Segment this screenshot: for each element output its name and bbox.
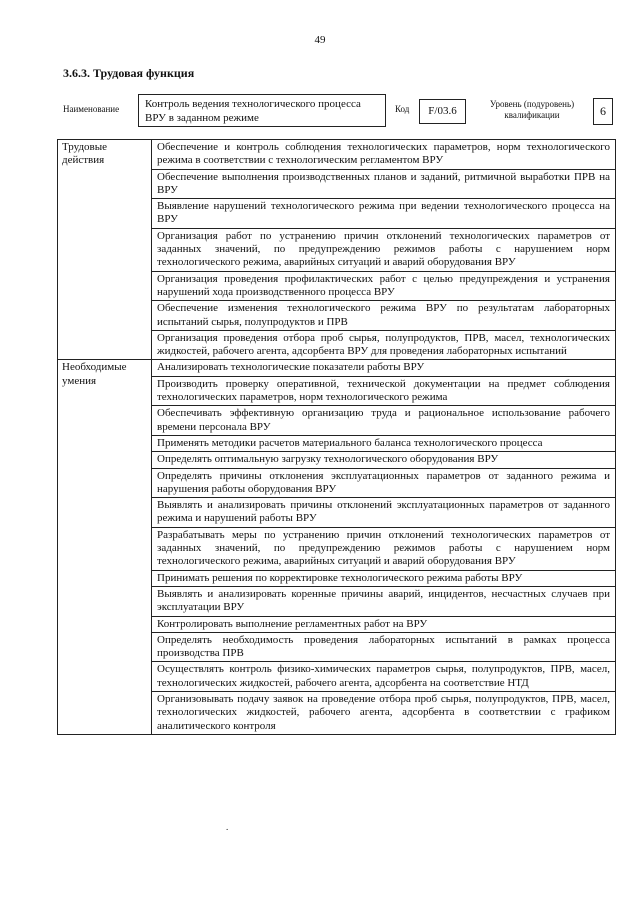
function-table bbox=[57, 139, 616, 735]
page-number: 49 bbox=[314, 34, 326, 46]
name-label: Наименование bbox=[63, 104, 120, 114]
labor-action-item: Выявление нарушений технологического режима при ведении технологического процесса на ВРУ bbox=[152, 199, 615, 229]
skill-item: Анализировать технологические показатели работы ВРУ bbox=[152, 360, 615, 376]
qualification-level-label: Уровень (подуровень) квалификации bbox=[489, 99, 575, 120]
skill-item: Выявлять и анализировать коренные причины аварий, инцидентов, несчастных случаев при эксплуатации ВРУ bbox=[152, 587, 615, 617]
labor-actions-list bbox=[152, 140, 616, 360]
skill-item: Определять причины отклонения эксплуатационных параметров от заданного режима и нарушения работы оборудования ВРУ bbox=[152, 469, 615, 499]
required-skills-list bbox=[152, 360, 616, 734]
labor-action-item: Организация проведения отбора проб сырья, полупродуктов, ПРВ, масел, технологических жидкостей, рабочего агента, адсорбента ВРУ для проведения лабораторных испытаний bbox=[157, 331, 610, 358]
required-skills-label: Необходимые умения bbox=[58, 360, 152, 734]
labor-actions-row bbox=[58, 140, 616, 360]
code-label: Код bbox=[395, 104, 410, 114]
labor-action-item: Обеспечение изменения технологического режима ВРУ по результатам лабораторных испытаний сырья, полупродуктов и ПРВ bbox=[152, 301, 615, 331]
skill-item: Принимать решения по корректировке технологического режима работы ВРУ bbox=[152, 571, 615, 587]
skill-item: Выявлять и анализировать причины отклонений эксплуатационных параметров от заданного режима и нарушений работы ВРУ bbox=[152, 498, 615, 528]
skill-item: Определять оптимальную загрузку технологического оборудования ВРУ bbox=[152, 452, 615, 468]
labor-action-item: Организация работ по устранению причин отклонений технологических параметров от заданных значений, по предупреждению режимов работы с нарушением норм технологического режима, аварийных ситуаций и аварий оборудования ВРУ bbox=[152, 229, 615, 272]
skill-item: Контролировать выполнение регламентных работ на ВРУ bbox=[152, 617, 615, 633]
labor-actions-label: Трудовые действия bbox=[58, 140, 152, 360]
required-skills-row bbox=[58, 360, 616, 734]
function-name-box: Контроль ведения технологического процесса ВРУ в заданном режиме bbox=[138, 94, 386, 127]
section-title: 3.6.3. Трудовая функция bbox=[63, 66, 195, 80]
skill-item: Применять методики расчетов материального баланса технологического процесса bbox=[152, 436, 615, 452]
labor-action-item: Обеспечение выполнения производственных планов и заданий, ритмичной выработки ПРВ на ВРУ bbox=[152, 170, 615, 200]
skill-item: Производить проверку оперативной, технической документации на предмет соблюдения технологических параметров, норм технологического режима bbox=[152, 377, 615, 407]
skill-item: Организовывать подачу заявок на проведение отбора проб сырья, полупродуктов, ПРВ, масел, технологических жидкостей, рабочего агента, адсорбента в соответствии с графиком аналитического контроля bbox=[157, 692, 610, 732]
labor-action-item: Обеспечение и контроль соблюдения технологических параметров, норм технологического режима в соответствии с технологическим регламентом ВРУ bbox=[152, 140, 615, 170]
skill-item: Обеспечивать эффективную организацию труда и рациональное использование рабочего времени персонала ВРУ bbox=[152, 406, 615, 436]
code-box: F/03.6 bbox=[419, 99, 466, 124]
footer-mark: . bbox=[226, 822, 229, 832]
qualification-level-box: 6 bbox=[593, 98, 613, 125]
skill-item: Определять необходимость проведения лабораторных испытаний в рамках процесса производства ПРВ bbox=[152, 633, 615, 663]
skill-item: Осуществлять контроль физико-химических параметров сырья, полупродуктов, ПРВ, масел, технологических жидкостей, рабочего агента, адсорбента на соответствие НТД bbox=[152, 662, 615, 692]
labor-action-item: Организация проведения профилактических работ с целью предупреждения и устранения нарушений хода производственного процесса ВРУ bbox=[152, 272, 615, 302]
skill-item: Разрабатывать меры по устранению причин отклонений технологических параметров от заданных значений, по предупреждению режимов работы с нарушением норм технологического режима, аварийных ситуаций и аварий оборудования ВРУ bbox=[152, 528, 615, 571]
